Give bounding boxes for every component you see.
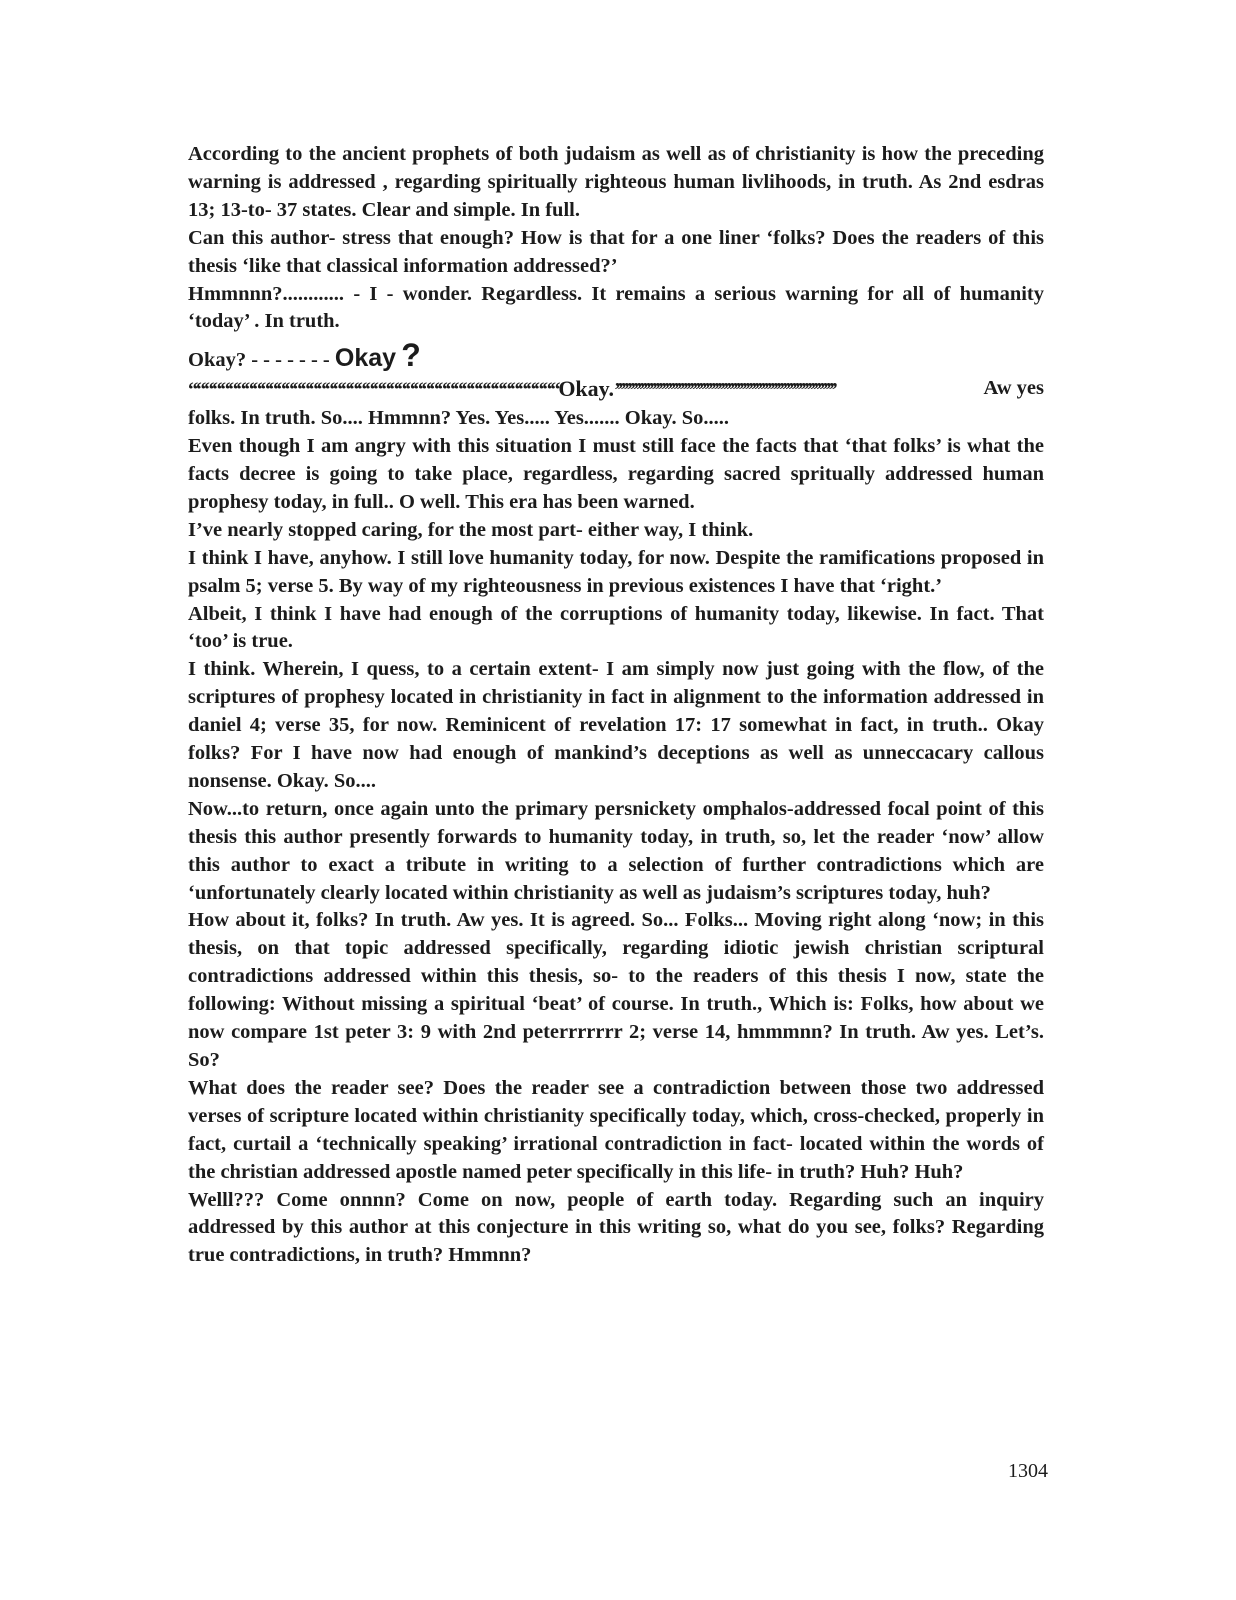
paragraph-10: Now...to return, once again unto the primary persnickety omphalos-addressed focal point of this thesis this author presently forwards to humanity today, in truth, so, let the reader ‘now’ allow this author to exact a tribute in writing to a selection of further contradictions which are ‘unfortunately clearly located within christianity as well as judaism’s scriptures today, huh?	[188, 797, 1044, 904]
body-text	[188, 141, 1044, 1270]
paragraph-1: According to the ancient prophets of both judaism as well as of christianity is how the preceding warning is addressed , regarding spiritually righteous human livlihoods, in truth. As 2nd esdras 13; 13-to- 37 states. Clear and simple. In full.	[188, 143, 1044, 221]
paragraph-6: I’ve nearly stopped caring, for the most part- either way, I think.	[188, 518, 754, 541]
paragraph-7: I think I have, anyhow. I still love humanity today, for now. Despite the ramifications proposed in psalm 5; verse 5. By way of my righteousness in previous existences I have that ‘right.’	[188, 546, 1044, 597]
paragraph-8: Albeit, I think I have had enough of the corruptions of humanity today, likewise. In fact. That ‘too’ is true.	[188, 602, 1044, 653]
paragraph-13: Welll??? Come onnnn? Come on now, people of earth today. Regarding such an inquiry addressed by this author at this conjecture in this writing so, what do you see, folks? Regarding true contradictions, in truth? Hmmnn?	[188, 1188, 1044, 1267]
quoted-okay: Okay.	[558, 376, 614, 402]
paragraph-12: What does the reader see? Does the reader see a contradiction between those two addressed verses of scripture located within christianity specifically today, which, cross-checked, properly in fact, curtail a ‘technically speaking’ irrational contradiction in fact- located within the words of the christian addressed apostle named peter specifically in this life- in truth? Huh? Huh?	[188, 1076, 1044, 1183]
quoted-okay-line	[188, 375, 1044, 405]
paragraph-9: I think. Wherein, I quess, to a certain extent- I am simply now just going with the flow, of the scriptures of prophesy located in christianity in fact in alignment to the information addressed in daniel 4; verse 35, for now. Reminicent of revelation 17: 17 somewhat in fact, in truth.. Okay folks? For I have now had enough of mankind’s deceptions as well as unneccacary callous nonsense. Okay. So....	[188, 658, 1044, 792]
paragraph-3: Hmmnnn?............ - I - wonder. Regardless. It remains a serious warning for all of humanity ‘today’ . In truth.	[188, 282, 1044, 333]
okay-big-question: ?	[401, 337, 421, 374]
aw-yes-text: Aw yes	[983, 377, 1044, 400]
okay-line	[188, 337, 1044, 375]
paragraph-4: folks. In truth. So.... Hmmnn? Yes. Yes..... Yes....... Okay. So.....	[188, 407, 730, 430]
okay-small-text: Okay? - - - - - - -	[188, 349, 330, 372]
close-quotes: ’’’’’’’’’’’’’’’’’’’’’’’’’’’’’’’’’’’’’’’’’’’’’’’’’’’’’’’’’’’’’’’’’’’’’’’	[613, 379, 836, 402]
open-quotes: ““““““““““““““““““““““““““““““““““““““““““““““	[188, 379, 559, 402]
page-number: 1304	[1008, 1460, 1048, 1482]
paragraph-5: Even though I am angry with this situation I must still face the facts that ‘that folks’ is what the facts decree is going to take place, regardless, regarding sacred spritually addressed human prophesy today, in full.. O well. This era has been warned.	[188, 435, 1044, 513]
paragraph-2: Can this author- stress that enough? How is that for a one liner ‘folks? Does the readers of this thesis ‘like that classical information addressed?’	[188, 226, 1044, 277]
okay-big-text: Okay	[334, 344, 397, 373]
paragraph-11: How about it, folks? In truth. Aw yes. It is agreed. So... Folks... Moving right along ‘now; in this thesis, on that topic addressed specifically, regarding idiotic jewish christian scriptural contradictions addressed within this thesis, so- to the readers of this thesis I now, state the following: Without missing a spiritual ‘beat’ of course. In truth., Which is: Folks, how about we now compare 1st peter 3: 9 with 2nd peterrrrrrr 2; verse 14, hmmmnn? In truth. Aw yes. Let’s. So?	[188, 909, 1044, 1071]
